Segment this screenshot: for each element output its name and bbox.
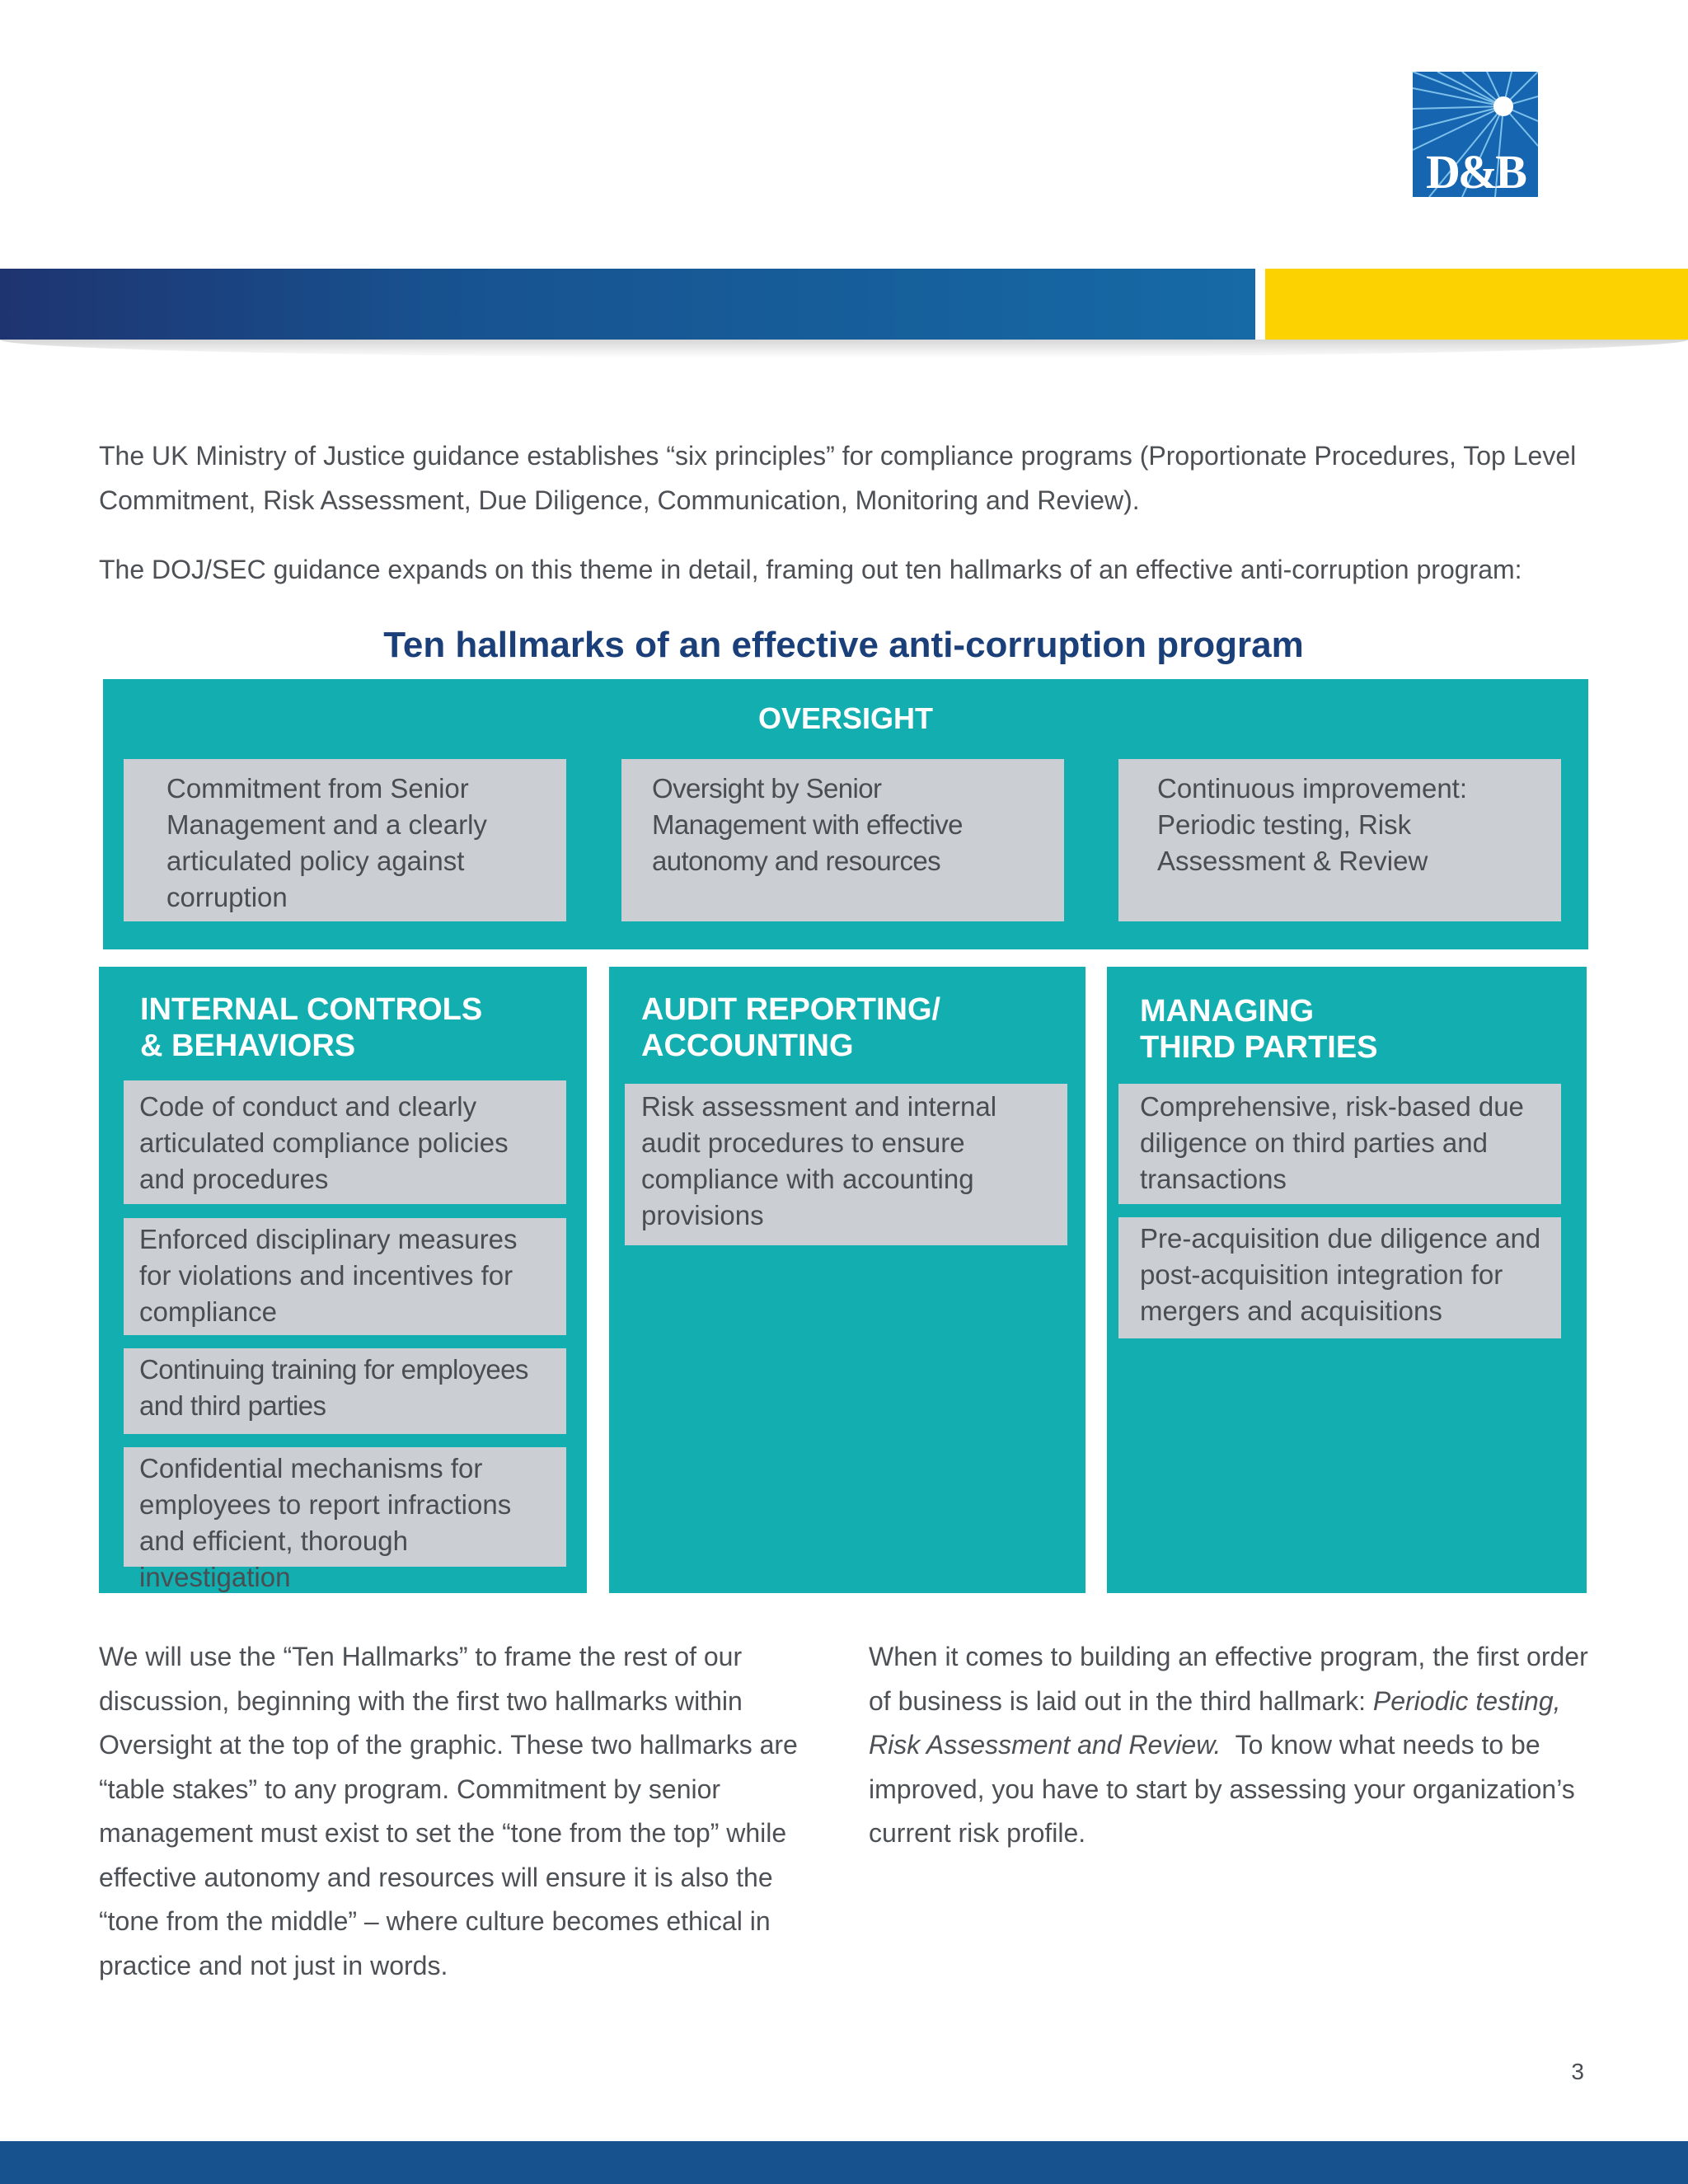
body-right-intro: When it comes to building an effective program, the first order of business is laid out in the third hallmark: xyxy=(869,1642,1588,1716)
internal-controls-heading: INTERNAL CONTROLS & BEHAVIORS xyxy=(140,992,483,1063)
hallmark-card-disciplinary-measures: Enforced disciplinary measures for violations and incentives for compliance xyxy=(124,1218,566,1335)
hallmark-card-risk-assessment-audit: Risk assessment and internal audit procedures to ensure compliance with accounting provisions xyxy=(625,1084,1067,1245)
body-right-italic: Periodic testing, Risk Assessment and Review. xyxy=(869,1685,1561,1760)
body-right-column xyxy=(869,1635,1594,1856)
hallmark-card-code-of-conduct: Code of conduct and clearly articulated compliance policies and procedures xyxy=(124,1080,566,1204)
oversight-heading: OVERSIGHT xyxy=(757,701,934,735)
page-number: 3 xyxy=(1571,2059,1584,2084)
audit-heading: AUDIT REPORTING/ ACCOUNTING xyxy=(641,992,941,1063)
hallmark-card-confidential-reporting: Confidential mechanisms for employees to report infractions and efficient, thorough investigation xyxy=(124,1447,566,1567)
body-right-rest: To know what needs to be improved, you have to start by assessing your organization’s current risk profile. xyxy=(869,1730,1575,1848)
header-band-shadow xyxy=(0,340,1688,358)
dnb-logo xyxy=(1413,72,1538,197)
hallmark-card-oversight: Oversight by Senior Management with effective autonomy and resources xyxy=(621,759,1064,921)
intro-paragraph-1: The UK Ministry of Justice guidance establishes “six principles” for compliance programs (Proportionate Procedures, Top Level Commitment, Risk Assessment, Due Diligence, Communication, Monitoring and Review). xyxy=(99,441,1577,515)
header-band-yellow xyxy=(1265,269,1688,340)
oversight-panel xyxy=(103,679,1588,949)
footer-band xyxy=(0,2141,1688,2184)
third-parties-heading: MANAGING THIRD PARTIES xyxy=(1140,994,1378,1065)
hallmark-card-third-party-due-diligence: Comprehensive, risk-based due diligence on third parties and transactions xyxy=(1118,1084,1561,1204)
intro-paragraph-2: The DOJ/SEC guidance expands on this theme in detail, framing out ten hallmarks of an effective anti-corruption program: xyxy=(99,555,1522,584)
header-band-blue xyxy=(0,269,1255,340)
diagram-title: Ten hallmarks of an effective anti-corruption program xyxy=(383,625,1304,665)
third-parties-panel xyxy=(1107,967,1587,1593)
hallmark-card-training: Continuing training for employees and third parties xyxy=(124,1348,566,1434)
internal-controls-panel xyxy=(99,967,587,1593)
hallmark-card-commitment: Commitment from Senior Management and a clearly articulated policy against corruption xyxy=(124,759,566,921)
hallmark-card-mergers-acquisitions: Pre-acquisition due diligence and post-acquisition integration for mergers and acquisitions xyxy=(1118,1217,1561,1338)
body-left-column: We will use the “Ten Hallmarks” to frame the rest of our discussion, beginning with the first two hallmarks within Oversight at the top of the graphic. These two hallmarks are “table stakes” to any program. Commitment by senior management must exist to set the “tone from the top” while effective autonomy and resources will ensure it is also the “tone from the middle” – where culture becomes ethical in practice and not just in words. xyxy=(99,1642,798,1980)
logo-text: D&B xyxy=(1426,145,1525,197)
audit-panel xyxy=(609,967,1085,1593)
hallmark-card-continuous-improvement: Continuous improvement: Periodic testing, Risk Assessment & Review xyxy=(1118,759,1561,921)
